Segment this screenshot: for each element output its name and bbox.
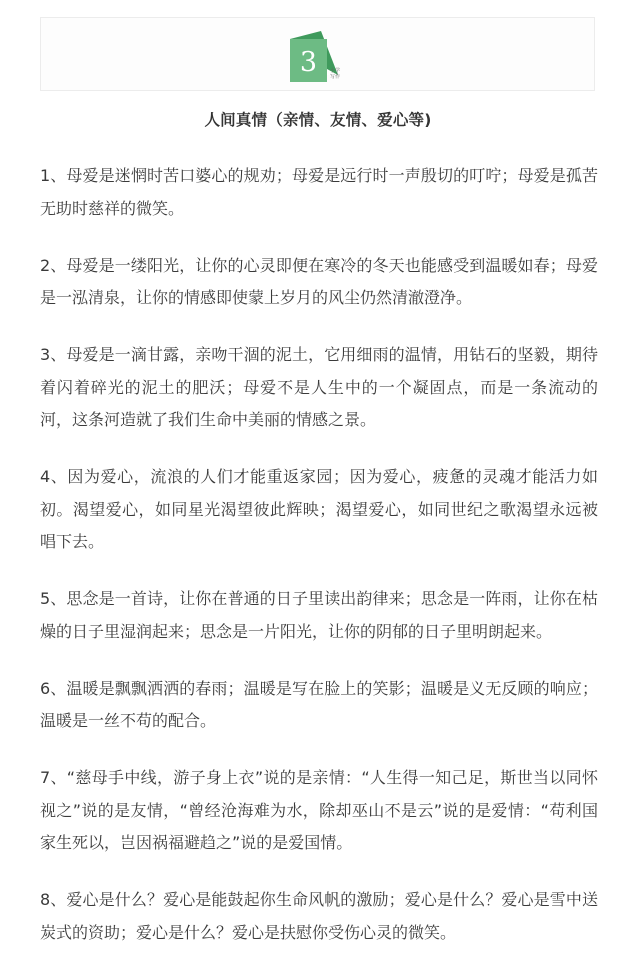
article-title: 人间真情（亲情、友情、爱心等) (204, 111, 432, 129)
paragraph-4: 4、因为爱心，流浪的人们才能重返家园；因为爱心，疲惫的灵魂才能活力如初。渴望爱心，如同星光渴望彼此辉映；渴望爱心，如同世纪之歌渴望永远被唱下去。 (40, 467, 598, 551)
logo-number: 3 (299, 47, 318, 78)
paragraph-6: 6、温暖是飘飘洒洒的春雨；温暖是写在脸上的笑影；温暖是义无反顾的响应；温暖是一丝不苟的配合。 (40, 678, 598, 730)
paragraph-1: 1、母爱是迷惘时苦口婆心的规劝；母爱是远行时一声殷切的叮咛；母爱是孤苦无助时慈祥的微笑。 (40, 166, 598, 218)
paragraph-2: 2、母爱是一缕阳光，让你的心灵即便在寒冷的冬天也能感受到温暖如春；母爱是一泓清泉，让你的情感即使蒙上岁月的风尘仍然清澈澄净。 (40, 255, 598, 307)
logo-caption-line2: 写作 (329, 74, 340, 80)
article-body (40, 160, 598, 974)
paragraph-8: 8、爱心是什么？爱心是能鼓起你生命风帆的激励；爱心是什么？爱心是雪中送炭式的资助；爱心是什么？爱心是扶慰你受伤心灵的微笑。 (40, 890, 598, 942)
paragraph-7: 7、“慈母手中线，游子身上衣”说的是亲情：“人生得一知己足，斯世当以同怀视之”说的是友情，“曾经沧海难为水，除却巫山不是云”说的是爱情：“苟利国家生死以，岂因祸福避趋之”说的是爱国情。 (40, 768, 598, 852)
header-banner (40, 17, 595, 91)
logo-caption-line1: 小学 (329, 68, 340, 74)
paragraph-5: 5、思念是一首诗，让你在普通的日子里读出韵律来；思念是一阵雨，让你在枯燥的日子里湿润起来；思念是一片阳光，让你的阴郁的日子里明朗起来。 (40, 589, 598, 641)
paragraph-3: 3、母爱是一滴甘露，亲吻干涸的泥土，它用细雨的温情，用钻石的坚毅，期待着闪着碎光的泥土的肥沃；母爱不是人生中的一个凝固点，而是一条流动的河，这条河造就了我们生命中美丽的情感之景。 (40, 345, 598, 429)
logo-caption (328, 68, 342, 80)
